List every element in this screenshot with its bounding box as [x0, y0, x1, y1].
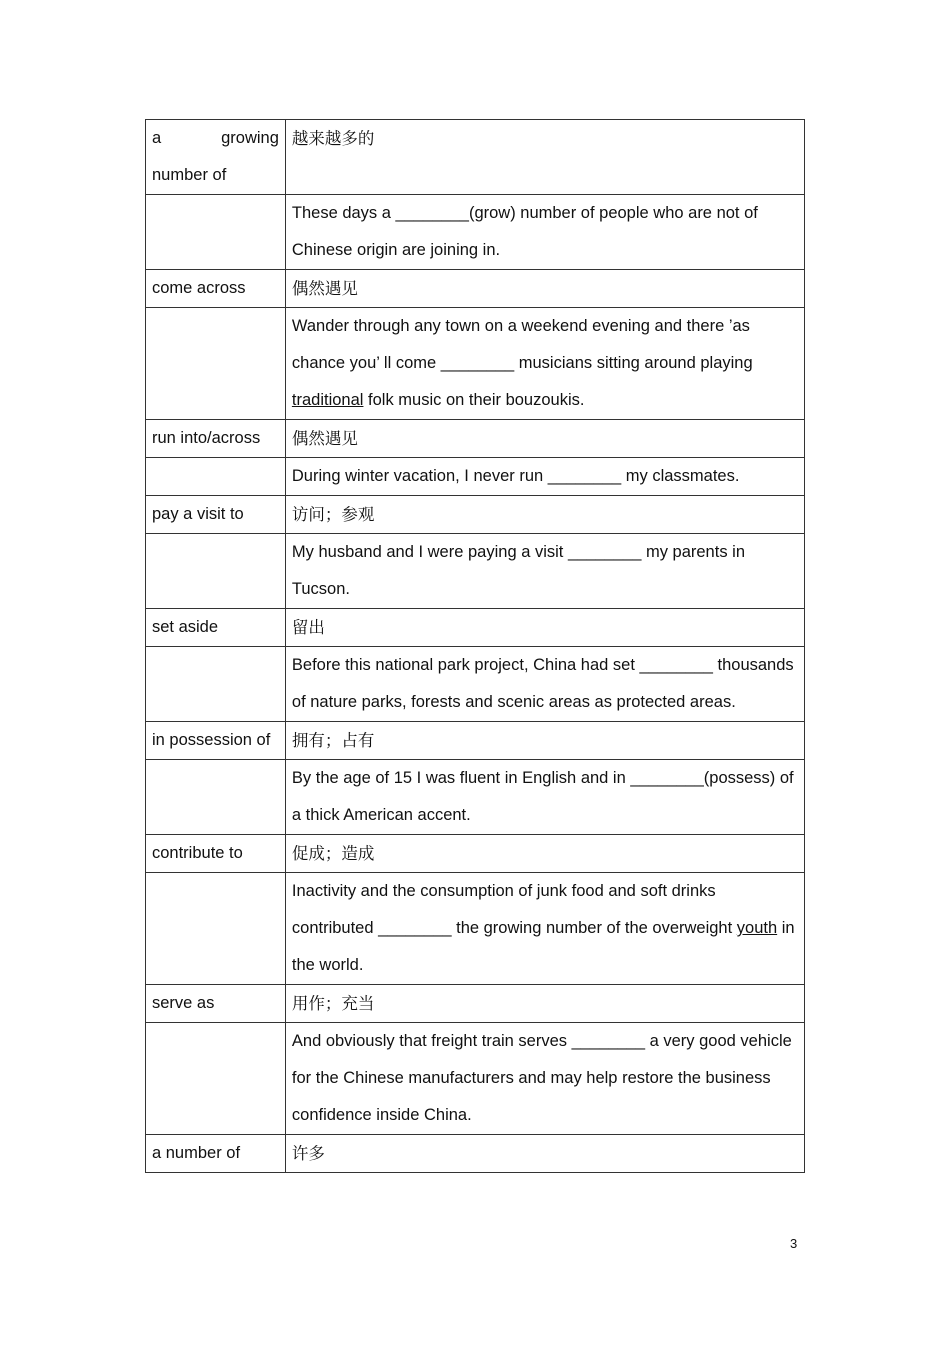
example-text: Wander through any town on a weekend evening and there ’as chance you’ ll come ________ musicians sitting around playing	[291, 317, 753, 372]
meaning-cell: 许多	[285, 1135, 804, 1173]
empty-cell	[146, 195, 286, 270]
underlined-word: traditional	[291, 391, 364, 409]
example-cell: Before this national park project, China had set ________ thousands of nature parks, forests and scenic areas as protected areas.	[285, 647, 804, 722]
phrase-cell: serve as	[146, 985, 286, 1023]
table-row	[146, 1135, 805, 1173]
example-cell: By the age of 15 I was fluent in English and in ________(possess) of a thick American accent.	[285, 760, 804, 835]
empty-cell	[146, 1023, 286, 1135]
meaning-cell: 用作；充当	[285, 985, 804, 1023]
meaning-cell: 偶然遇见	[285, 420, 804, 458]
table-row	[146, 420, 805, 458]
empty-cell	[146, 760, 286, 835]
example-cell: And obviously that freight train serves ________ a very good vehicle for the Chinese manufacturers and may help restore the business confidence inside China.	[285, 1023, 804, 1135]
table-row	[146, 647, 805, 722]
empty-cell	[146, 308, 286, 420]
table-row	[146, 985, 805, 1023]
example-cell	[285, 873, 804, 985]
table-row	[146, 760, 805, 835]
example-cell: My husband and I were paying a visit ________ my parents in Tucson.	[285, 534, 804, 609]
example-cell: These days a ________(grow) number of people who are not of Chinese origin are joining in.	[285, 195, 804, 270]
table-row	[146, 873, 805, 985]
empty-cell	[146, 647, 286, 722]
meaning-cell: 促成；造成	[285, 835, 804, 873]
meaning-cell: 留出	[285, 609, 804, 647]
table-row	[146, 835, 805, 873]
phrase-cell: a number of	[146, 1135, 286, 1173]
phrase-cell: come across	[146, 270, 286, 308]
example-cell	[285, 308, 804, 420]
table-row	[146, 270, 805, 308]
phrase-cell: in possession of	[146, 722, 286, 760]
table-row	[146, 609, 805, 647]
meaning-cell: 拥有；占有	[285, 722, 804, 760]
meaning-cell: 偶然遇见	[285, 270, 804, 308]
phrase-table	[145, 119, 805, 1173]
table-row	[146, 308, 805, 420]
phrase-cell: pay a visit to	[146, 496, 286, 534]
table-row	[146, 496, 805, 534]
table-row	[146, 458, 805, 496]
table-row	[146, 120, 805, 195]
table-row	[146, 722, 805, 760]
example-text: Inactivity and the consumption of junk food and soft drinks contributed ________ the growing number of the overweight	[291, 882, 737, 937]
empty-cell	[146, 873, 286, 985]
phrase-cell: set aside	[146, 609, 286, 647]
example-text: in the world.	[291, 919, 795, 974]
phrase-cell: a growing number of	[146, 120, 286, 195]
table-row	[146, 1023, 805, 1135]
example-cell: During winter vacation, I never run ________ my classmates.	[285, 458, 804, 496]
page-number: 3	[790, 1236, 798, 1251]
empty-cell	[146, 534, 286, 609]
meaning-cell: 访问；参观	[285, 496, 804, 534]
phrase-cell: run into/across	[146, 420, 286, 458]
example-text: folk music on their bouzoukis.	[363, 391, 585, 409]
empty-cell	[146, 458, 286, 496]
table-row	[146, 534, 805, 609]
table-row	[146, 195, 805, 270]
phrase-cell: contribute to	[146, 835, 286, 873]
underlined-word: youth	[736, 919, 778, 937]
meaning-cell: 越来越多的	[285, 120, 804, 195]
